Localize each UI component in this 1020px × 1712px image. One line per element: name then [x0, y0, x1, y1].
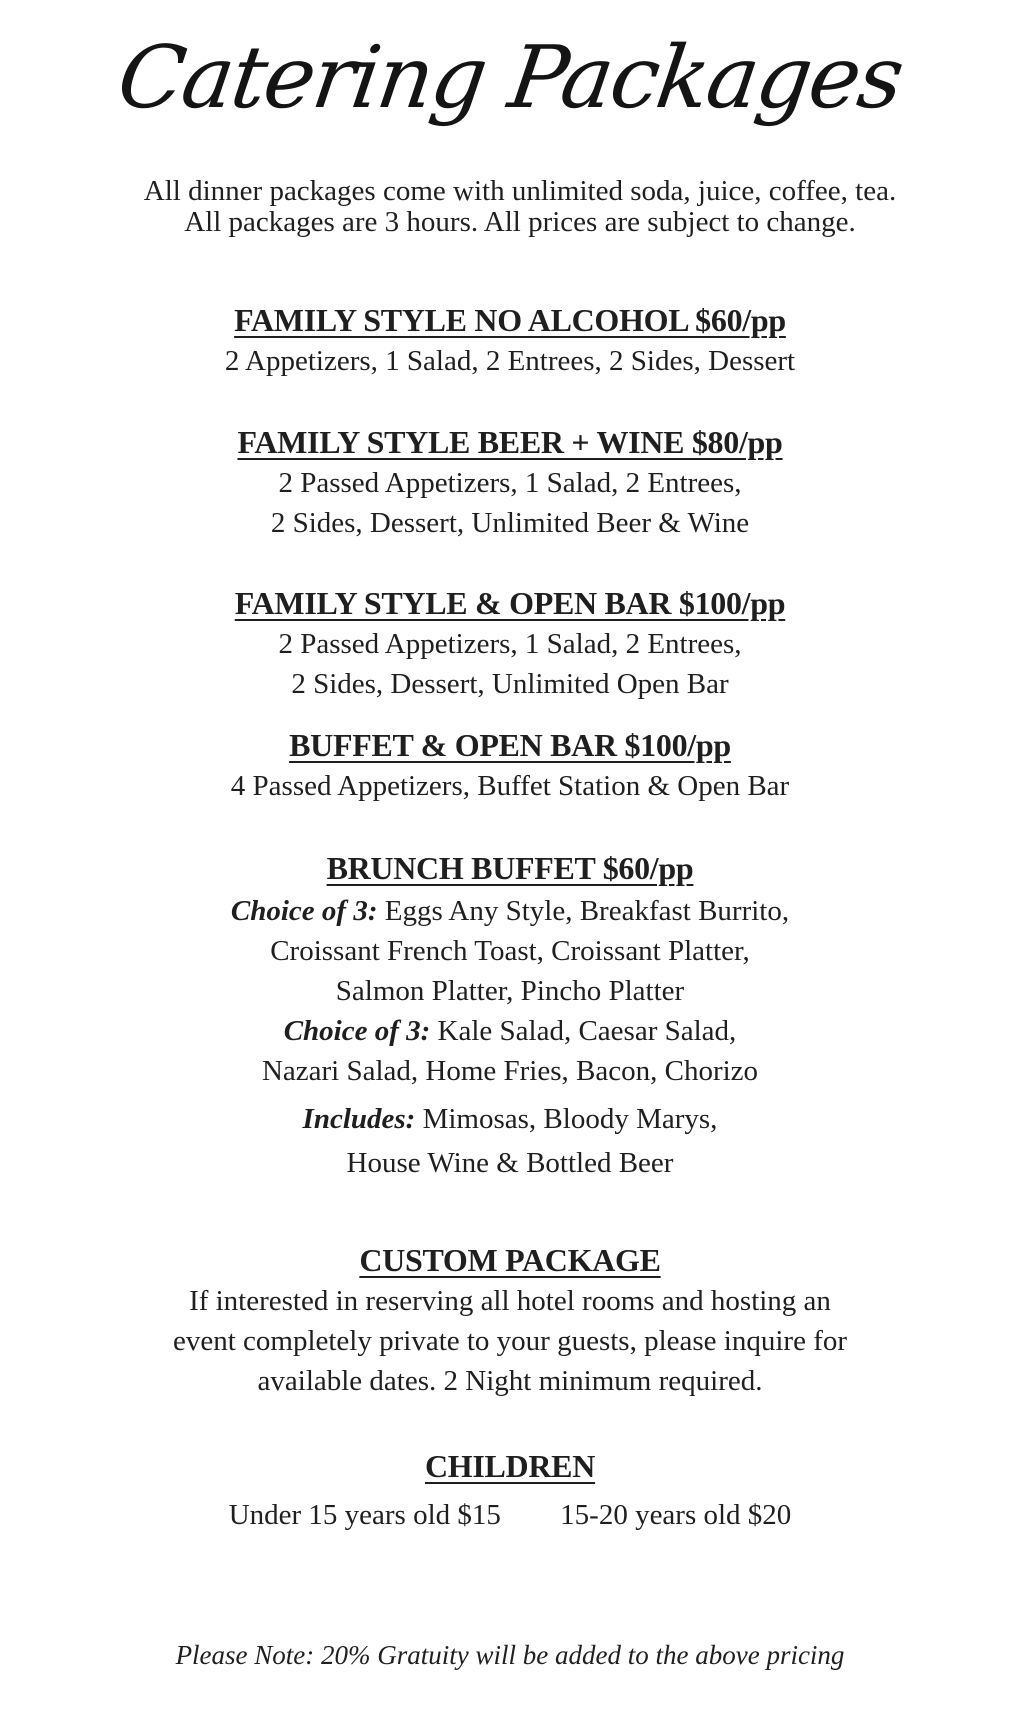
package-heading: BRUNCH BUFFET $60/pp — [326, 850, 694, 886]
custom-description: available dates. 2 Night minimum required. — [257, 1365, 763, 1397]
brunch-choice-line — [0, 1011, 1020, 1051]
children-15-20-price: 15-20 years old $20 — [560, 1499, 792, 1531]
includes-label: Includes: — [302, 1103, 416, 1135]
package-heading: FAMILY STYLE & OPEN BAR $100/pp — [234, 585, 786, 621]
package-description: 2 Passed Appetizers, 1 Salad, 2 Entrees, — [278, 628, 742, 660]
package-heading: CUSTOM PACKAGE — [359, 1242, 661, 1278]
package-heading: BUFFET & OPEN BAR $100/pp — [289, 727, 731, 763]
brunch-includes-line: House Wine & Bottled Beer — [346, 1147, 674, 1179]
package-description: 2 Sides, Dessert, Unlimited Open Bar — [291, 668, 729, 700]
brunch-choice-line — [0, 891, 1020, 931]
package-heading: FAMILY STYLE NO ALCOHOL $60/pp — [234, 302, 786, 338]
custom-description: event completely private to your guests, please inquire for — [172, 1325, 848, 1357]
package-description: 2 Appetizers, 1 Salad, 2 Entrees, 2 Sides, Dessert — [224, 345, 796, 377]
package-family-no-alcohol — [0, 302, 1020, 381]
package-description: 2 Sides, Dessert, Unlimited Beer & Wine — [270, 507, 750, 539]
intro-text: All dinner packages come with unlimited soda, juice, coffee, tea. All packages are 3 hours. All prices are subject to change. — [143, 175, 897, 238]
children-under-15-price: Under 15 years old $15 — [228, 1499, 501, 1531]
choice-label: Choice of 3: — [230, 895, 378, 927]
choice-label: Choice of 3: — [283, 1015, 431, 1047]
package-custom — [0, 1242, 1020, 1401]
brunch-includes-line — [0, 1099, 1020, 1139]
gratuity-note: Please Note: 20% Gratuity will be added to the above pricing — [175, 1640, 845, 1670]
brunch-choice-line: Nazari Salad, Home Fries, Bacon, Chorizo — [261, 1055, 759, 1087]
package-family-beer-wine — [0, 424, 1020, 543]
children-heading: CHILDREN — [424, 1448, 596, 1484]
choice-items: Kale Salad, Caesar Salad, — [430, 1015, 737, 1047]
package-description: 2 Passed Appetizers, 1 Salad, 2 Entrees, — [278, 467, 742, 499]
package-description: 4 Passed Appetizers, Buffet Station & Open Bar — [230, 770, 790, 802]
children-pricing — [0, 1448, 1020, 1535]
package-heading: FAMILY STYLE BEER + WINE $80/pp — [237, 424, 783, 460]
custom-description: If interested in reserving all hotel rooms and hosting an — [189, 1285, 831, 1317]
brunch-choice-line: Salmon Platter, Pincho Platter — [335, 975, 685, 1007]
package-family-open-bar — [0, 585, 1020, 704]
brunch-choice-line: Croissant French Toast, Croissant Platter, — [270, 935, 750, 967]
children-price-row — [0, 1495, 1020, 1535]
package-buffet-open-bar — [0, 727, 1020, 806]
package-brunch-buffet — [0, 850, 1020, 1183]
includes-items: Mimosas, Bloody Marys, — [415, 1103, 718, 1135]
choice-items: Eggs Any Style, Breakfast Burrito, — [377, 895, 790, 927]
page-title: Catering Packages — [112, 28, 908, 128]
